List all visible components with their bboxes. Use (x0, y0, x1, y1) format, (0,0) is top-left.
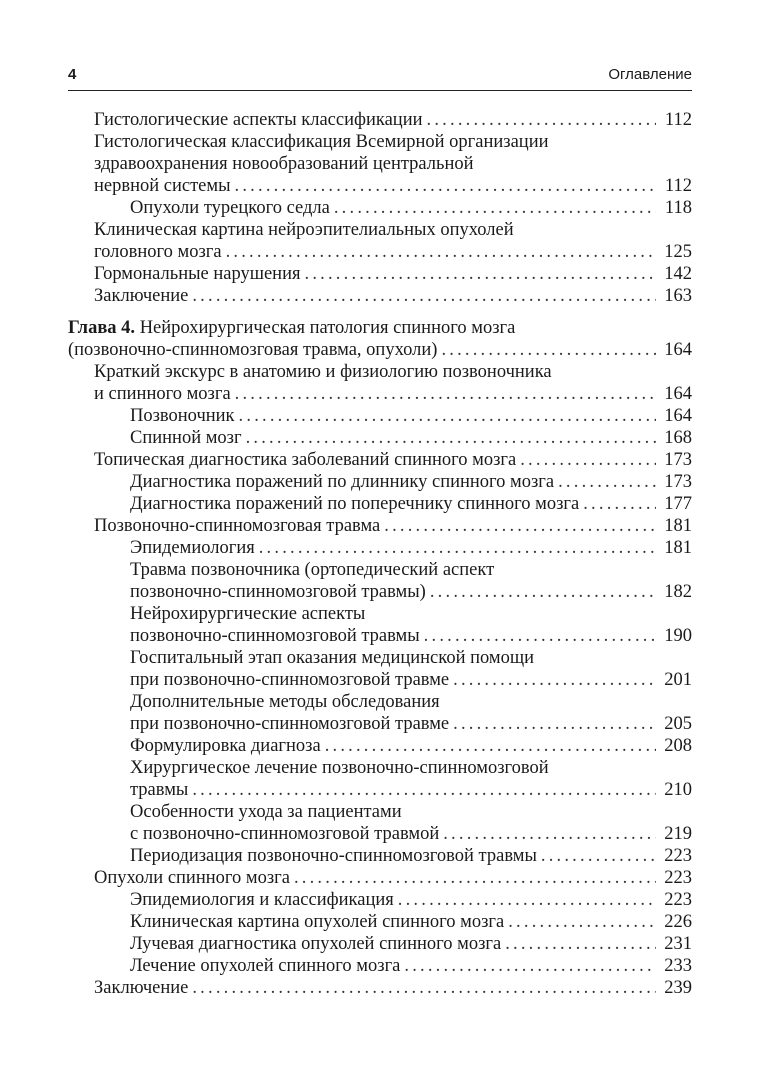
toc-entry-text (130, 604, 365, 624)
dot-leader (453, 713, 656, 735)
toc-entry-title: Особенности ухода за пациентами (130, 802, 402, 822)
toc-entry[interactable] (68, 933, 692, 955)
toc-entry-text (130, 493, 579, 515)
toc-page-number: 181 (664, 516, 692, 536)
toc-entry[interactable] (68, 603, 692, 647)
toc-entry-title: Лучевая диагностика опухолей спинного мозга (130, 934, 502, 954)
toc-entry-text (94, 109, 423, 131)
toc-entry[interactable] (68, 493, 692, 515)
toc-entry-title: Спинной мозг (130, 428, 242, 448)
toc-entry-text (94, 175, 231, 197)
toc-entry[interactable] (68, 109, 692, 131)
toc-entry[interactable] (68, 867, 692, 889)
dot-leader (453, 669, 656, 691)
toc-entry-line (130, 427, 692, 449)
toc-entry-text (130, 911, 504, 933)
toc-entry-line (94, 449, 692, 471)
running-title: Оглавление (608, 66, 692, 83)
toc-entry-text (130, 845, 537, 867)
toc-entry[interactable] (68, 263, 692, 285)
toc-entry-line (68, 317, 692, 339)
toc-entry-text (130, 471, 554, 493)
toc-entry-line (130, 911, 692, 933)
toc-entry-title: Периодизация позвоночно-спинномозговой травмы (130, 846, 537, 866)
toc-page-number: 125 (664, 242, 692, 262)
toc-page-number: 112 (664, 110, 692, 130)
toc-entry-title: с позвоночно-спинномозговой травмой (130, 824, 440, 844)
toc-entry[interactable] (68, 515, 692, 537)
toc-page-number: 190 (664, 626, 692, 646)
toc-entry-line (130, 197, 692, 219)
toc-entry-text (94, 132, 549, 152)
toc-entry-text (94, 515, 380, 537)
toc-entry-title: Эпидемиология и классификация (130, 890, 394, 910)
dot-leader (558, 471, 656, 493)
toc-entry[interactable] (68, 691, 692, 735)
toc-entry-text (68, 339, 437, 361)
toc-page-number: 142 (664, 264, 692, 284)
toc-entry-line (94, 241, 692, 263)
toc-entry-title: позвоночно-спинномозговой травмы (130, 626, 420, 646)
toc-page-number: 239 (664, 978, 692, 998)
dot-leader (259, 537, 656, 559)
toc-page-number: 173 (664, 472, 692, 492)
toc-entry-text (130, 955, 400, 977)
toc-entry[interactable] (68, 361, 692, 405)
toc-entry-line (130, 713, 692, 735)
toc-page-number: 164 (664, 340, 692, 360)
toc-entry-text (94, 263, 301, 285)
toc-entry-title: Гормональные нарушения (94, 264, 301, 284)
toc-entry-line (94, 153, 692, 175)
toc-entry[interactable] (68, 977, 692, 999)
dot-leader (384, 515, 656, 537)
toc-entry-title: Госпитальный этап оказания медицинской помощи (130, 648, 534, 668)
toc-entry-title: Диагностика поражений по поперечнику спинного мозга (130, 494, 580, 514)
toc-page-number: 168 (664, 428, 692, 448)
dot-leader (404, 955, 656, 977)
toc-entry-text (130, 537, 255, 559)
toc-page-number: 205 (664, 714, 692, 734)
toc-entry-text (130, 758, 549, 778)
table-of-contents (68, 109, 692, 999)
toc-entry-text (130, 625, 420, 647)
toc-entry-line (130, 735, 692, 757)
toc-page-number: 181 (664, 538, 692, 558)
toc-entry-line (94, 131, 692, 153)
toc-entry-title: травмы (130, 780, 189, 800)
toc-entry-title: Заключение (94, 286, 189, 306)
toc-entry-title: Нейрохирургические аспекты (130, 604, 366, 624)
toc-entry-title: (позвоночно-спинномозговая травма, опухоли) (68, 340, 438, 360)
toc-page-number: 223 (664, 890, 692, 910)
toc-entry[interactable] (68, 537, 692, 559)
toc-entry-line (130, 493, 692, 515)
toc-entry-title: при позвоночно-спинномозговой травме (130, 670, 450, 690)
toc-entry-title: Клиническая картина нейроэпителиальных опухолей (94, 220, 514, 240)
toc-entry-line (130, 669, 692, 691)
dot-leader (430, 581, 656, 603)
toc-page-number: 173 (664, 450, 692, 470)
dot-leader (294, 867, 656, 889)
toc-entry-title: здравоохранения новообразований центральной (94, 154, 474, 174)
toc-entry-text (94, 867, 290, 889)
toc-entry-title: Дополнительные методы обследования (130, 692, 440, 712)
toc-page-number: 219 (664, 824, 692, 844)
toc-entry-title: Формулировка диагноза (130, 736, 321, 756)
toc-entry-text (130, 581, 426, 603)
toc-entry-title: Краткий экскурс в анатомию и физиологию позвоночника (94, 362, 552, 382)
toc-entry[interactable] (68, 757, 692, 801)
toc-entry-title: Нейрохирургическая патология спинного мозга (135, 318, 516, 338)
toc-entry-text (130, 823, 439, 845)
toc-entry-title: Клиническая картина опухолей спинного мозга (130, 912, 505, 932)
dot-leader (398, 889, 656, 911)
toc-entry-line (130, 647, 692, 669)
toc-entry-line (130, 559, 692, 581)
toc-entry-text (130, 735, 321, 757)
dot-leader (239, 405, 656, 427)
dot-leader (443, 823, 656, 845)
toc-entry-title: Хирургическое лечение позвоночно-спинномозговой (130, 758, 549, 778)
toc-page-number: 118 (664, 198, 692, 218)
toc-entry-text (130, 713, 449, 735)
toc-entry[interactable] (68, 889, 692, 911)
toc-entry[interactable] (68, 197, 692, 219)
toc-entry-line (130, 823, 692, 845)
dot-leader (441, 339, 656, 361)
dot-leader (508, 911, 656, 933)
toc-entry-line (130, 537, 692, 559)
toc-entry-title: Эпидемиология (130, 538, 255, 558)
toc-entry[interactable] (68, 647, 692, 691)
toc-entry-line (130, 757, 692, 779)
toc-entry[interactable] (68, 955, 692, 977)
toc-entry-line (130, 801, 692, 823)
toc-entry-line (94, 515, 692, 537)
toc-entry[interactable] (68, 471, 692, 493)
dot-leader (541, 845, 656, 867)
dot-leader (192, 779, 656, 801)
toc-entry-line (68, 339, 692, 361)
toc-entry-line (94, 383, 692, 405)
toc-entry-title: при позвоночно-спинномозговой травме (130, 714, 450, 734)
toc-page-number: 164 (664, 406, 692, 426)
dot-leader (305, 263, 657, 285)
toc-entry-line (130, 581, 692, 603)
toc-entry-line (94, 175, 692, 197)
toc-entry[interactable] (68, 219, 692, 263)
toc-page-number: 164 (664, 384, 692, 404)
toc-entry-text (130, 779, 188, 801)
toc-entry-title: головного мозга (94, 242, 222, 262)
dot-leader (520, 449, 656, 471)
toc-entry-text (130, 889, 394, 911)
page-number: 4 (68, 66, 77, 83)
toc-entry[interactable] (68, 131, 692, 197)
toc-entry-line (130, 779, 692, 801)
toc-entry-line (130, 845, 692, 867)
dot-leader (334, 197, 656, 219)
toc-entry-line (94, 977, 692, 999)
toc-entry-text (130, 427, 242, 449)
dot-leader (192, 285, 656, 307)
toc-entry-title: Опухоли турецкого седла (130, 198, 330, 218)
toc-entry-text (130, 197, 330, 219)
toc-page-number: 233 (664, 956, 692, 976)
toc-chapter-entry[interactable] (68, 317, 692, 361)
toc-entry[interactable] (68, 405, 692, 427)
toc-entry-line (94, 219, 692, 241)
toc-page-number: 163 (664, 286, 692, 306)
toc-entry[interactable] (68, 449, 692, 471)
dot-leader (583, 493, 656, 515)
toc-entry-title: Топическая диагностика заболеваний спинного мозга (94, 450, 517, 470)
dot-leader (424, 625, 656, 647)
toc-page-number: 177 (664, 494, 692, 514)
toc-page-number: 201 (664, 670, 692, 690)
toc-page-number: 112 (664, 176, 692, 196)
dot-leader (325, 735, 656, 757)
toc-entry-text (94, 362, 552, 382)
toc-entry-line (130, 933, 692, 955)
toc-page-number: 182 (664, 582, 692, 602)
toc-entry-text (130, 669, 449, 691)
toc-entry-line (94, 285, 692, 307)
toc-entry-line (130, 471, 692, 493)
toc-entry-line (130, 405, 692, 427)
chapter-label: Глава 4. (68, 318, 136, 338)
dot-leader (192, 977, 656, 999)
toc-entry-text (68, 318, 515, 338)
dot-leader (235, 383, 656, 405)
toc-entry-line (130, 955, 692, 977)
toc-entry-title: Позвоночник (130, 406, 235, 426)
toc-entry-title: Лечение опухолей спинного мозга (130, 956, 401, 976)
toc-entry-line (94, 263, 692, 285)
page-header (68, 64, 692, 91)
toc-entry-line (130, 691, 692, 713)
toc-entry-text (94, 285, 188, 307)
toc-entry-title: Гистологическая классификация Всемирной организации (94, 132, 549, 152)
toc-entry-line (130, 603, 692, 625)
toc-entry[interactable] (68, 735, 692, 757)
toc-entry-title: Травма позвоночника (ортопедический аспект (130, 560, 495, 580)
toc-entry-line (94, 109, 692, 131)
toc-entry-line (130, 889, 692, 911)
toc-entry-text (130, 933, 501, 955)
toc-entry-title: Позвоночно-спинномозговая травма (94, 516, 381, 536)
dot-leader (235, 175, 656, 197)
toc-entry-text (130, 692, 440, 712)
dot-leader (246, 427, 656, 449)
toc-page-number: 223 (664, 868, 692, 888)
toc-entry[interactable] (68, 285, 692, 307)
toc-page-number: 226 (664, 912, 692, 932)
toc-entry-text (130, 648, 534, 668)
toc-entry-line (130, 625, 692, 647)
toc-entry[interactable] (68, 801, 692, 845)
toc-entry-text (130, 560, 494, 580)
toc-entry-line (94, 361, 692, 383)
toc-page-number: 208 (664, 736, 692, 756)
toc-entry[interactable] (68, 845, 692, 867)
toc-entry-text (94, 154, 474, 174)
toc-page-number: 210 (664, 780, 692, 800)
toc-entry-text (94, 449, 516, 471)
toc-entry-text (94, 220, 514, 240)
toc-entry[interactable] (68, 559, 692, 603)
dot-leader (427, 109, 656, 131)
toc-entry-title: Заключение (94, 978, 189, 998)
toc-entry-title: нервной системы (94, 176, 231, 196)
toc-entry[interactable] (68, 911, 692, 933)
toc-entry-text (130, 802, 402, 822)
toc-entry-title: позвоночно-спинномозговой травмы) (130, 582, 426, 602)
toc-entry-title: Диагностика поражений по длиннику спинного мозга (130, 472, 555, 492)
toc-entry-title: Опухоли спинного мозга (94, 868, 290, 888)
toc-entry-line (94, 867, 692, 889)
toc-entry-text (94, 383, 231, 405)
toc-entry-title: Гистологические аспекты классификации (94, 110, 423, 130)
toc-page-number: 223 (664, 846, 692, 866)
toc-page-number: 231 (664, 934, 692, 954)
toc-entry-text (94, 977, 188, 999)
dot-leader (505, 933, 656, 955)
toc-entry[interactable] (68, 427, 692, 449)
toc-entry-title: и спинного мозга (94, 384, 231, 404)
dot-leader (226, 241, 656, 263)
toc-entry-text (94, 241, 222, 263)
toc-entry-text (130, 405, 235, 427)
